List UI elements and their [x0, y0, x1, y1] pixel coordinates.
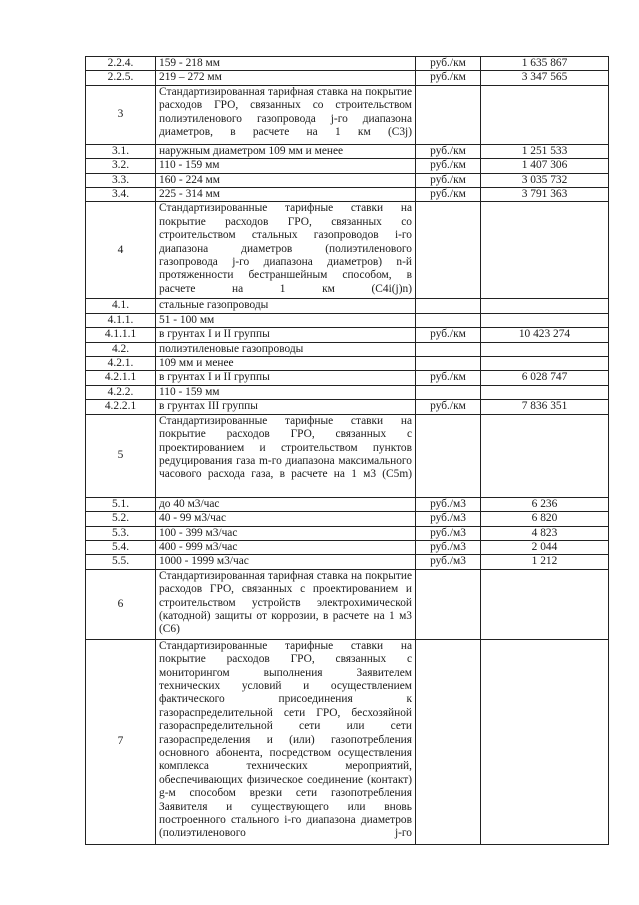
row-number: 2.2.4.	[86, 57, 156, 71]
table-row	[86, 57, 609, 71]
table-row	[86, 342, 609, 356]
row-description: 109 мм и менее	[156, 357, 416, 371]
table-row	[86, 188, 609, 202]
row-value	[481, 639, 609, 844]
row-value: 6 028 747	[481, 371, 609, 385]
table-row	[86, 385, 609, 399]
row-number: 3.3.	[86, 173, 156, 187]
row-unit	[416, 357, 481, 371]
row-value: 6 236	[481, 497, 609, 511]
row-value	[481, 414, 609, 497]
table-row	[86, 400, 609, 414]
row-value: 10 423 274	[481, 328, 609, 342]
table-row	[86, 144, 609, 158]
row-description: 51 - 100 мм	[156, 313, 416, 327]
row-description: Стандартизированная тарифная ставка на покрытие расходов ГРО, связанных со строительством полиэтиленового газопровода j-го диапазона диаметров, в расчете на 1 км (C3j)	[156, 85, 416, 144]
table-row	[86, 414, 609, 497]
row-value	[481, 385, 609, 399]
row-description: 160 - 224 мм	[156, 173, 416, 187]
row-value: 7 836 351	[481, 400, 609, 414]
row-unit	[416, 639, 481, 844]
tariff-table-body	[86, 57, 609, 845]
table-row	[86, 173, 609, 187]
row-unit	[416, 342, 481, 356]
table-row	[86, 371, 609, 385]
table-row	[86, 569, 609, 639]
row-number: 4.1.1.1	[86, 328, 156, 342]
row-unit	[416, 569, 481, 639]
row-number: 5.4.	[86, 540, 156, 554]
row-unit: руб./км	[416, 144, 481, 158]
row-value: 4 823	[481, 526, 609, 540]
row-description: 159 - 218 мм	[156, 57, 416, 71]
row-value: 1 635 867	[481, 57, 609, 71]
row-description: до 40 м3/час	[156, 497, 416, 511]
row-number: 3.1.	[86, 144, 156, 158]
row-value	[481, 342, 609, 356]
row-description: 400 - 999 м3/час	[156, 540, 416, 554]
row-value: 2 044	[481, 540, 609, 554]
row-number: 3.2.	[86, 159, 156, 173]
row-unit: руб./км	[416, 400, 481, 414]
row-value	[481, 85, 609, 144]
table-row	[86, 357, 609, 371]
row-number: 2.2.5.	[86, 71, 156, 85]
row-unit: руб./км	[416, 328, 481, 342]
row-description: Стандартизированные тарифные ставки на покрытие расходов ГРО, связанных с мониторингом выполнения Заявителем технических условий и осуществлением фактического присоединения к газораспределительной сети ГРО, бесхозяйной газораспределительной сети или сети газораспределения и (или) газопотребления основного абонента, посредством осуществления комплекса технических мероприятий, обеспечивающих физическое соединение (контакт) g-м способом врезки сети газопотребления Заявителя и существующего или вновь построенного стального i-го диапазона диаметров (полиэтиленового j-го	[156, 639, 416, 844]
row-value: 1 212	[481, 555, 609, 569]
table-row	[86, 85, 609, 144]
row-unit: руб./км	[416, 371, 481, 385]
row-number: 4.1.1.	[86, 313, 156, 327]
row-unit: руб./м3	[416, 497, 481, 511]
row-unit: руб./км	[416, 188, 481, 202]
row-value: 3 035 732	[481, 173, 609, 187]
row-description: Стандартизированная тарифная ставка на покрытие расходов ГРО, связанных с проектированием и строительством устройств электрохимической (катодной) защиты от коррозии, в расчете на 1 м3 (C6)	[156, 569, 416, 639]
row-number: 4.2.1.	[86, 357, 156, 371]
row-unit: руб./м3	[416, 540, 481, 554]
row-unit: руб./м3	[416, 526, 481, 540]
row-number: 4.1.	[86, 299, 156, 313]
row-value: 3 791 363	[481, 188, 609, 202]
row-number: 4	[86, 202, 156, 299]
row-description: Стандартизированные тарифные ставки на покрытие расходов ГРО, связанных с проектированием и строительством пунктов редуцирования газа m-го диапазона максимального часового расхода газа, в расчете на 1 м3 (C5m)	[156, 414, 416, 497]
row-description: 225 - 314 мм	[156, 188, 416, 202]
row-value	[481, 299, 609, 313]
row-description: в грунтах I и II группы	[156, 328, 416, 342]
row-number: 3.4.	[86, 188, 156, 202]
row-number: 5.1.	[86, 497, 156, 511]
row-description: 40 - 99 м3/час	[156, 512, 416, 526]
row-value	[481, 569, 609, 639]
table-row	[86, 497, 609, 511]
row-unit: руб./км	[416, 71, 481, 85]
row-number: 4.2.2.1	[86, 400, 156, 414]
row-value	[481, 313, 609, 327]
row-description: 110 - 159 мм	[156, 385, 416, 399]
row-description: в грунтах III группы	[156, 400, 416, 414]
row-number: 6	[86, 569, 156, 639]
row-unit	[416, 414, 481, 497]
table-row	[86, 540, 609, 554]
table-row	[86, 328, 609, 342]
row-value: 1 407 306	[481, 159, 609, 173]
row-unit	[416, 313, 481, 327]
row-number: 7	[86, 639, 156, 844]
row-unit: руб./км	[416, 57, 481, 71]
row-value: 1 251 533	[481, 144, 609, 158]
row-number: 5	[86, 414, 156, 497]
row-number: 4.2.	[86, 342, 156, 356]
row-unit	[416, 202, 481, 299]
row-number: 5.3.	[86, 526, 156, 540]
row-description: 1000 - 1999 м3/час	[156, 555, 416, 569]
row-number: 3	[86, 85, 156, 144]
table-row	[86, 299, 609, 313]
table-row	[86, 512, 609, 526]
row-unit: руб./м3	[416, 512, 481, 526]
table-row	[86, 555, 609, 569]
row-description: Стандартизированные тарифные ставки на покрытие расходов ГРО, связанных со строительством стальных газопроводов i-го диапазона диаметров (полиэтиленового газопровода j-го диапазона диаметров) n-й протяженности бестраншейным способом, в расчете на 1 км (C4i(j)n)	[156, 202, 416, 299]
row-value	[481, 357, 609, 371]
table-row	[86, 71, 609, 85]
row-description: стальные газопроводы	[156, 299, 416, 313]
table-row	[86, 159, 609, 173]
row-value: 6 820	[481, 512, 609, 526]
row-value: 3 347 565	[481, 71, 609, 85]
row-number: 5.2.	[86, 512, 156, 526]
row-number: 4.2.1.1	[86, 371, 156, 385]
table-row	[86, 639, 609, 844]
row-unit	[416, 299, 481, 313]
tariff-table	[85, 56, 609, 845]
row-value	[481, 202, 609, 299]
row-description: 219 – 272 мм	[156, 71, 416, 85]
row-unit	[416, 85, 481, 144]
row-number: 4.2.2.	[86, 385, 156, 399]
row-description: 110 - 159 мм	[156, 159, 416, 173]
row-unit: руб./км	[416, 173, 481, 187]
row-description: наружным диаметром 109 мм и менее	[156, 144, 416, 158]
row-number: 5.5.	[86, 555, 156, 569]
table-row	[86, 202, 609, 299]
row-unit: руб./км	[416, 159, 481, 173]
row-unit: руб./м3	[416, 555, 481, 569]
row-description: полиэтиленовые газопроводы	[156, 342, 416, 356]
row-unit	[416, 385, 481, 399]
row-description: в грунтах I и II группы	[156, 371, 416, 385]
row-description: 100 - 399 м3/час	[156, 526, 416, 540]
table-row	[86, 313, 609, 327]
table-row	[86, 526, 609, 540]
